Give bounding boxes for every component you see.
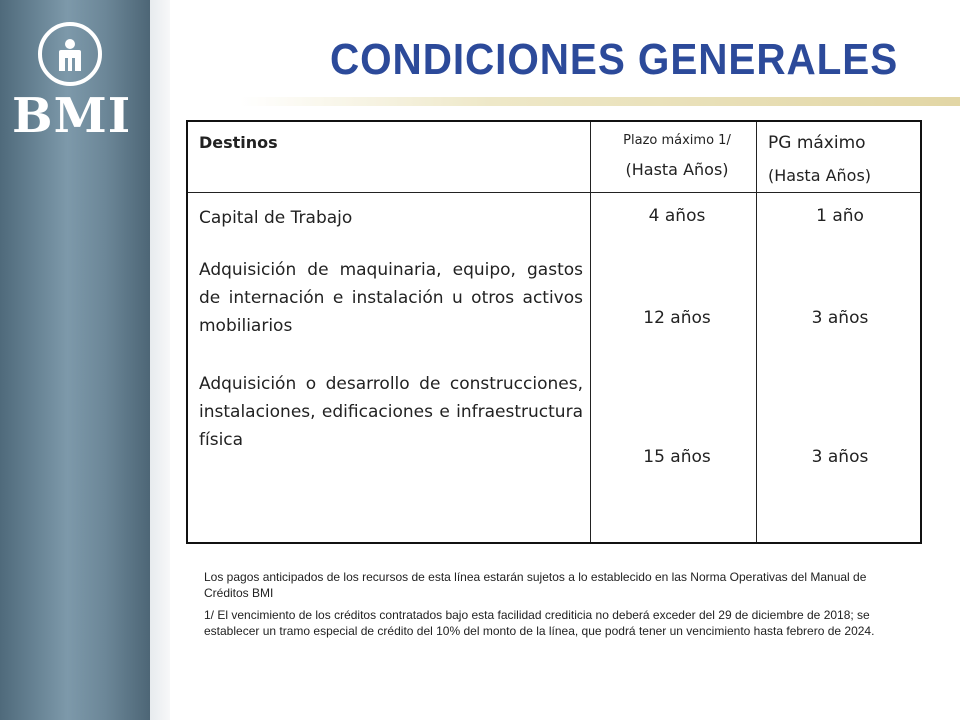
header-pg-unit: (Hasta Años) <box>768 166 872 185</box>
header-pg: PG máximo <box>768 133 866 153</box>
header-destinos: Destinos <box>199 133 278 152</box>
bmi-person-logo-icon <box>56 38 84 72</box>
note-vencimiento: 1/ El vencimiento de los créditos contratados bajo esta facilidad crediticia no deberá exceder del 29 de diciembre de 2018; se establecer un tramo especial de crédito del 10% del monto de la línea, que podrá tener un vencimiento hasta febrero de 2024. <box>204 608 875 638</box>
destino-construcciones: Adquisición o desarrollo de construcciones, instalaciones, edificaciones e infraestructura física <box>199 374 583 450</box>
table-divider <box>590 122 591 542</box>
logo-text: BMI <box>12 88 132 144</box>
pg-capital-trabajo: 1 año <box>816 206 864 226</box>
header-plazo: Plazo máximo 1/ <box>623 133 731 148</box>
table-divider <box>188 192 920 193</box>
pg-construcciones: 3 años <box>811 447 869 467</box>
title-accent-bar <box>240 97 960 106</box>
destino-capital-trabajo: Capital de Trabajo <box>199 208 353 228</box>
pg-maquinaria: 3 años <box>811 308 869 328</box>
header-plazo-unit: (Hasta Años) <box>625 160 729 179</box>
table-divider <box>756 122 757 542</box>
note-pagos-anticipados: Los pagos anticipados de los recursos de esta línea estarán sujetos a lo establecido en las Norma Operativas del Manual de Créditos BMI <box>204 570 867 600</box>
conditions-table <box>186 120 922 544</box>
footnotes <box>204 569 904 645</box>
plazo-maquinaria: 12 años <box>643 308 711 328</box>
page-title: CONDICIONES GENERALES <box>330 35 899 84</box>
destino-maquinaria: Adquisición de maquinaria, equipo, gastos de internación e instalación u otros activos mobiliarios <box>199 260 583 336</box>
plazo-construcciones: 15 años <box>643 447 711 467</box>
plazo-capital-trabajo: 4 años <box>648 206 706 226</box>
sidebar-edge <box>150 0 170 720</box>
